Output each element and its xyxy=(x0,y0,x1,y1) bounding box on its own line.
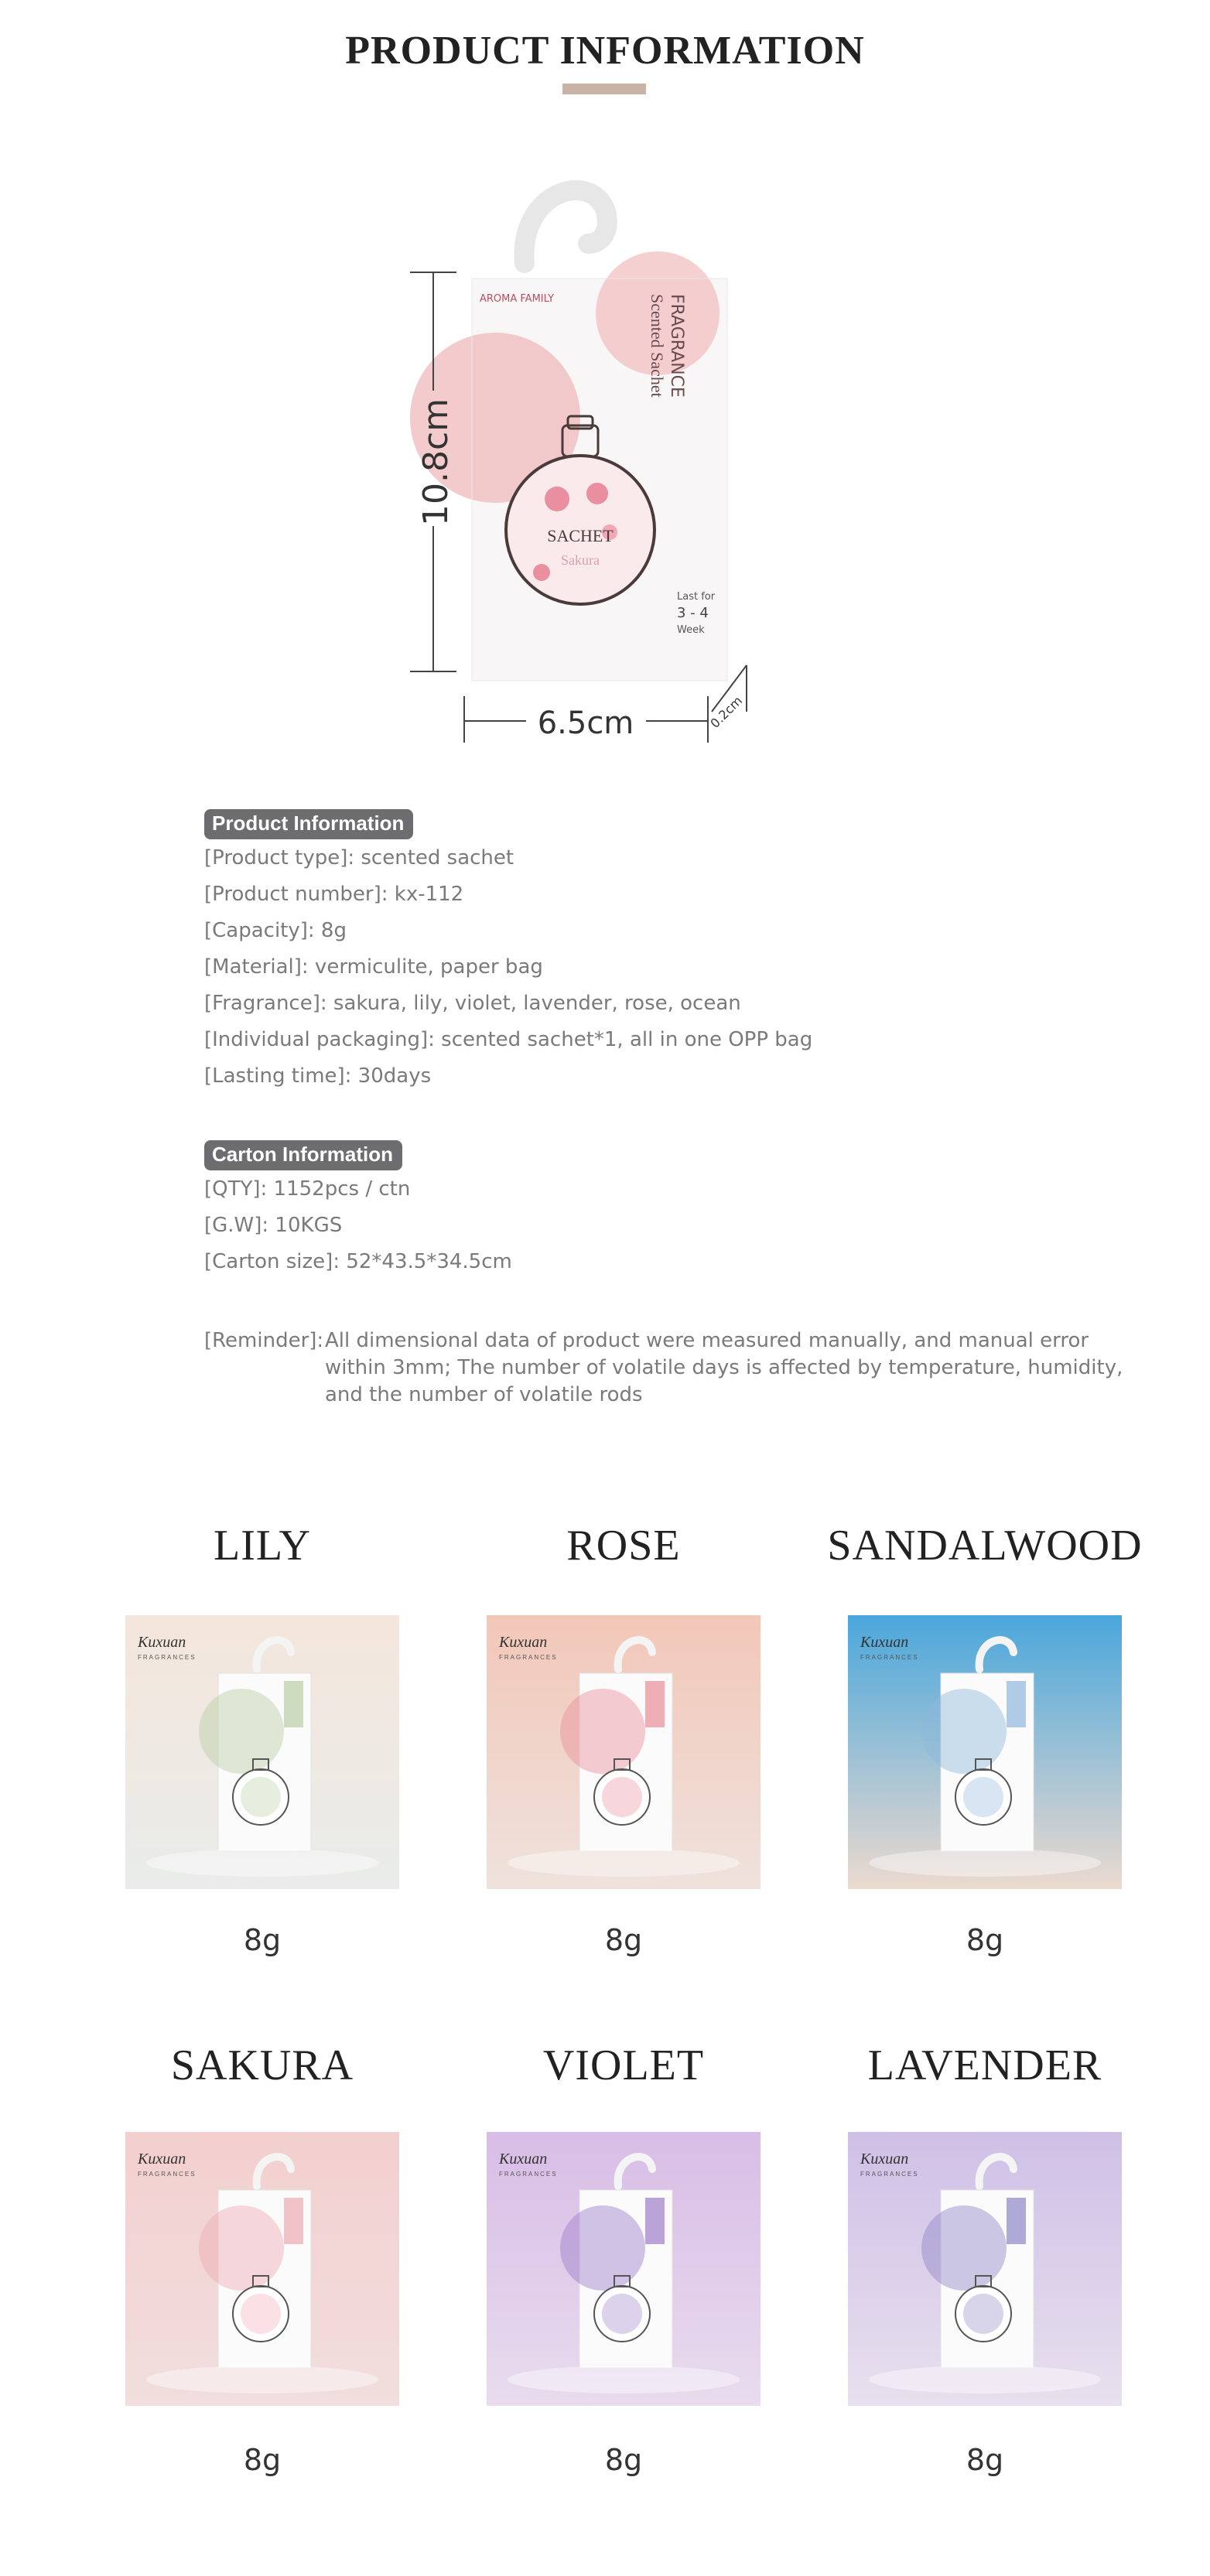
brand-subtitle: FRAGRANCES xyxy=(860,2171,919,2178)
page-title: PRODUCT INFORMATION xyxy=(345,29,865,73)
reminder-line: within 3mm; The number of volatile days is affected by temperature, humidity, xyxy=(325,1356,1123,1379)
carton-info-section xyxy=(204,1140,402,1170)
variant-title: ROSE xyxy=(566,1522,681,1570)
sachet-icon xyxy=(848,2132,1122,2406)
sachet-icon xyxy=(125,1615,399,1889)
brand-logo: Kuxuan xyxy=(138,2151,186,2168)
variant-weight: 8g xyxy=(243,2443,282,2477)
variant-weight: 8g xyxy=(966,2443,1004,2477)
carton-info-list xyxy=(204,1171,512,1280)
bottle-label: SACHET xyxy=(547,526,614,545)
variant-image xyxy=(848,2132,1122,2406)
sachet-icon xyxy=(487,1615,761,1889)
height-label: 10.8cm xyxy=(416,398,456,526)
reminder-line: All dimensional data of product were measured manually, and manual error xyxy=(325,1329,1089,1352)
hanger-hook-icon xyxy=(524,190,607,263)
brand-subtitle: FRAGRANCES xyxy=(138,2171,197,2178)
sachet-icon xyxy=(487,2132,761,2406)
variant-title: LILY xyxy=(214,1522,311,1570)
brand-logo: Kuxuan xyxy=(138,1634,186,1651)
width-label: 6.5cm xyxy=(537,705,634,741)
variant-image xyxy=(848,1615,1122,1889)
variant-title: SAKURA xyxy=(170,2041,354,2089)
info-line: [Fragrance]: sakura, lily, violet, lavender, rose, ocean xyxy=(204,992,741,1015)
variant-weight: 8g xyxy=(243,1923,282,1957)
variant-image xyxy=(125,1615,399,1889)
variant-title: SANDALWOOD xyxy=(827,1522,1143,1570)
lasting-label: Last for xyxy=(677,591,716,603)
variant-weight: 8g xyxy=(966,1923,1004,1957)
brand-subtitle: FRAGRANCES xyxy=(499,1654,558,1661)
package-line2: Scented Sachet xyxy=(648,294,667,398)
brand-subtitle: FRAGRANCES xyxy=(499,2171,558,2178)
lasting-value: 3 - 4 xyxy=(677,605,709,621)
bottle-sublabel: Sakura xyxy=(561,552,600,568)
reminder-label: [Reminder]: xyxy=(204,1329,324,1352)
brand-logo: Kuxuan xyxy=(499,2151,548,2168)
info-line: [Product number]: kx-112 xyxy=(204,883,464,906)
brand-subtitle: FRAGRANCES xyxy=(860,1654,919,1661)
variant-image xyxy=(125,2132,399,2406)
variant-title: LAVENDER xyxy=(867,2041,1102,2089)
reminder-line: and the number of volatile rods xyxy=(325,1383,643,1406)
info-line: [Capacity]: 8g xyxy=(204,919,347,942)
brand-logo: Kuxuan xyxy=(860,2151,909,2168)
carton-info-badge: Carton Information xyxy=(204,1140,402,1170)
package-line1: FRAGRANCE xyxy=(667,294,686,398)
brand-logo: Kuxuan xyxy=(860,1634,909,1651)
product-info-list xyxy=(204,840,812,1095)
info-line: [Material]: vermiculite, paper bag xyxy=(204,955,543,979)
variant-image xyxy=(487,2132,761,2406)
product-info-section xyxy=(204,809,413,839)
variant-weight: 8g xyxy=(604,2443,643,2477)
sachet-icon xyxy=(125,2132,399,2406)
info-line: [Individual packaging]: scented sachet*1, all in one OPP bag xyxy=(204,1028,813,1051)
variant-image xyxy=(487,1615,761,1889)
lasting-unit: Week xyxy=(677,624,705,636)
title-underline xyxy=(562,84,646,94)
product-info-badge: Product Information xyxy=(204,809,413,839)
depth-label: 0.2cm xyxy=(707,693,746,731)
info-line: [G.W]: 10KGS xyxy=(204,1214,343,1237)
variant-weight: 8g xyxy=(604,1923,643,1957)
info-line: [Carton size]: 52*43.5*34.5cm xyxy=(204,1250,512,1273)
info-line: [QTY]: 1152pcs / ctn xyxy=(204,1177,411,1201)
product-figure xyxy=(402,170,805,781)
package-brand: AROMA FAMILY xyxy=(480,293,555,305)
brand-logo: Kuxuan xyxy=(499,1634,548,1651)
info-line: [Product type]: scented sachet xyxy=(204,846,514,869)
brand-subtitle: FRAGRANCES xyxy=(138,1654,197,1661)
reminder-text xyxy=(325,1327,1123,1409)
sachet-icon xyxy=(848,1615,1122,1889)
info-line: [Lasting time]: 30days xyxy=(204,1064,432,1088)
variant-title: VIOLET xyxy=(542,2041,705,2089)
